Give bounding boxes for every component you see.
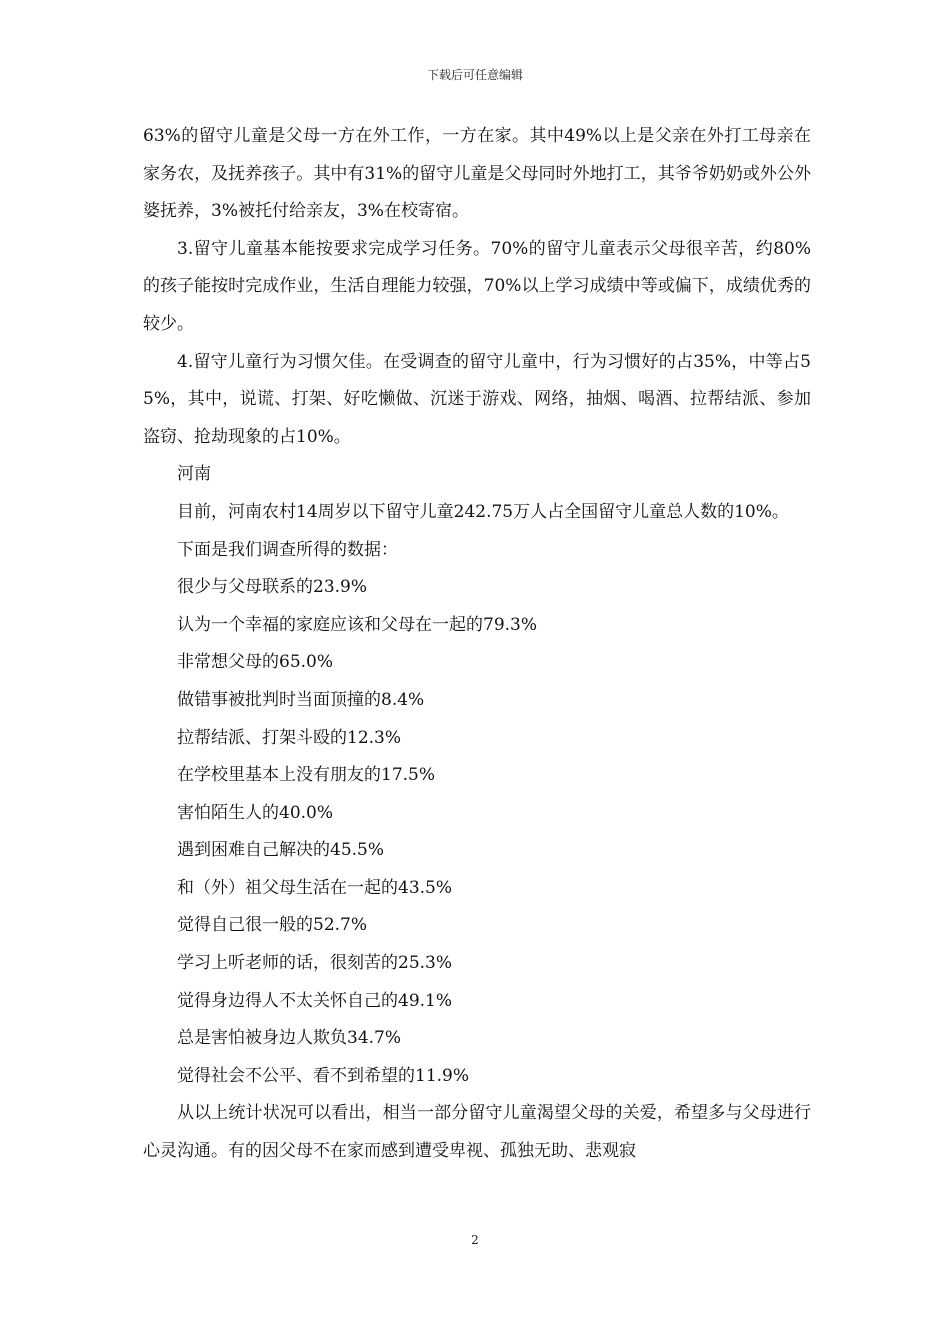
paragraph-parent-work: 63%的留守儿童是父母一方在外工作，一方在家。其中49%以上是父亲在外打工母亲在家务农，及抚养孩子。其中有31%的留守儿童是父母同时外地打工，其爷爷奶奶或外公外婆抚养，3%被托付给亲友，3%在校寄宿。 bbox=[143, 126, 811, 222]
survey-item: 很少与父母联系的23.9% bbox=[177, 577, 368, 598]
paragraph-conclusion: 从以上统计状况可以看出，相当一部分留守儿童渴望父母的关爱，希望多与父母进行心灵沟通。有的因父母不在家而感到遭受卑视、孤独无助、悲观寂 bbox=[143, 1103, 811, 1162]
section-heading-henan: 河南 bbox=[177, 464, 211, 485]
survey-item: 和（外）祖父母生活在一起的43.5% bbox=[177, 877, 453, 898]
survey-item: 在学校里基本上没有朋友的17.5% bbox=[177, 765, 436, 786]
survey-item: 认为一个幸福的家庭应该和父母在一起的79.3% bbox=[177, 614, 538, 635]
survey-item: 总是害怕被身边人欺负34.7% bbox=[177, 1028, 402, 1049]
page-number: 2 bbox=[471, 1233, 479, 1247]
page-header: 下载后可任意编辑 bbox=[426, 68, 523, 82]
survey-item: 觉得自己很一般的52.7% bbox=[177, 915, 368, 936]
document-body bbox=[143, 118, 811, 1171]
survey-item: 觉得身边得人不太关怀自己的49.1% bbox=[177, 990, 453, 1011]
paragraph-behavior-habits: 4.留守儿童行为习惯欠佳。在受调查的留守儿童中，行为习惯好的占35%，中等占55%，其中，说谎、打架、好吃懒做、沉迷于游戏、网络，抽烟、喝酒、拉帮结派、参加盗窃、抢劫现象的占10%。 bbox=[143, 351, 811, 447]
survey-item: 非常想父母的65.0% bbox=[177, 652, 334, 673]
survey-item: 学习上听老师的话，很刻苦的25.3% bbox=[177, 953, 453, 974]
survey-item: 觉得社会不公平、看不到希望的11.9% bbox=[177, 1065, 470, 1086]
paragraph-henan-stats: 目前，河南农村14周岁以下留守儿童242.75万人占全国留守儿童总人数的10%。 bbox=[177, 501, 789, 522]
survey-list bbox=[143, 569, 811, 1095]
survey-item: 拉帮结派、打架斗殴的12.3% bbox=[177, 727, 402, 748]
survey-item: 遇到困难自己解决的45.5% bbox=[177, 840, 385, 861]
paragraph-study-tasks: 3.留守儿童基本能按要求完成学习任务。70%的留守儿童表示父母很辛苦，约80%的孩子能按时完成作业，生活自理能力较强，70%以上学习成绩中等或偏下，成绩优秀的较少。 bbox=[143, 238, 811, 334]
survey-item: 做错事被批判时当面顶撞的8.4% bbox=[177, 689, 425, 710]
survey-intro: 下面是我们调查所得的数据： bbox=[177, 539, 398, 560]
survey-item: 害怕陌生人的40.0% bbox=[177, 802, 334, 823]
